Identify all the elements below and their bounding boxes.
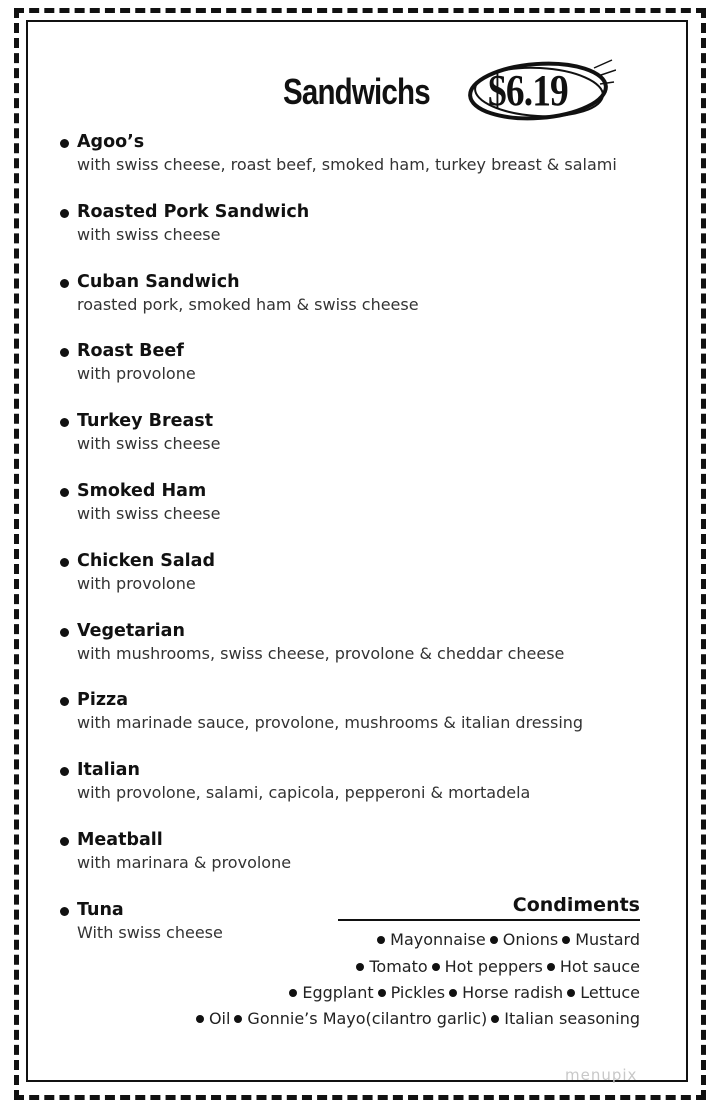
menu-item <box>60 551 640 621</box>
bullet-icon <box>60 279 69 288</box>
sandwich-list <box>60 132 640 970</box>
condiment-row <box>192 1009 640 1029</box>
item-description: with provolone <box>77 573 196 593</box>
item-description: with marinade sauce, provolone, mushrooms & italian dressing <box>77 713 584 733</box>
item-name: Roasted Pork Sandwich <box>77 201 310 222</box>
item-description: with marinara & provolone <box>77 852 292 872</box>
item-description: with provolone, salami, capicola, pepperoni & mortadela <box>77 783 531 803</box>
condiment-item <box>378 983 445 1003</box>
menu-item <box>60 132 640 202</box>
condiment-label: Italian seasoning <box>504 1009 640 1028</box>
item-name: Pizza <box>77 690 129 711</box>
bullet-icon <box>356 963 364 971</box>
condiment-row <box>352 957 640 977</box>
item-name: Tuna <box>77 899 124 920</box>
condiments-divider <box>338 919 640 921</box>
condiment-label: Mustard <box>575 930 640 949</box>
bullet-icon <box>60 418 69 427</box>
menu-item <box>60 202 640 272</box>
condiment-item <box>490 930 558 950</box>
condiment-item <box>432 957 543 977</box>
bullet-icon <box>377 936 385 944</box>
item-description: with swiss cheese <box>77 503 221 523</box>
item-name: Agoo’s <box>77 132 145 152</box>
condiment-label: Oil <box>208 1009 231 1028</box>
condiment-item <box>491 1009 640 1029</box>
condiment-row <box>373 930 640 950</box>
bullet-icon <box>60 209 69 218</box>
bullet-icon <box>60 837 69 846</box>
condiment-label: Horse radish <box>462 983 564 1002</box>
bullet-icon <box>234 1015 242 1023</box>
condiment-item <box>234 1009 487 1029</box>
bullet-icon <box>60 558 69 567</box>
menu-item <box>60 621 640 691</box>
bullet-icon <box>562 936 570 944</box>
item-description: with swiss cheese, roast beef, smoked ham, turkey breast & salami <box>77 155 617 174</box>
bullet-icon <box>547 963 555 971</box>
bullet-icon <box>60 907 69 916</box>
condiment-item <box>449 983 563 1003</box>
bullet-icon <box>567 989 575 997</box>
condiment-item <box>547 957 640 977</box>
bullet-icon <box>60 488 69 497</box>
item-name: Turkey Breast <box>77 411 214 432</box>
bullet-icon <box>60 697 69 706</box>
condiment-item <box>377 930 486 950</box>
bullet-icon <box>449 989 457 997</box>
section-title: Sandwichs <box>283 71 430 112</box>
item-description: with swiss cheese <box>77 224 221 244</box>
condiment-label: Tomato <box>369 957 428 976</box>
bullet-icon <box>60 348 69 357</box>
condiment-item <box>356 957 427 977</box>
item-description: with swiss cheese <box>77 434 221 454</box>
menu-item <box>60 690 640 760</box>
bullet-icon <box>60 628 69 637</box>
bullet-icon <box>60 767 69 776</box>
item-name: Italian <box>77 760 140 781</box>
condiment-item <box>562 930 640 950</box>
condiment-label: Gonnie’s Mayo(cilantro garlic) <box>247 1009 488 1028</box>
item-name: Vegetarian <box>77 620 185 641</box>
bullet-icon <box>378 989 386 997</box>
item-name: Roast Beef <box>77 341 184 362</box>
bullet-icon <box>490 936 498 944</box>
condiment-label: Hot peppers <box>444 957 543 976</box>
bullet-icon <box>60 139 69 148</box>
condiment-label: Eggplant <box>302 983 374 1002</box>
menu-item <box>60 481 640 551</box>
bullet-icon <box>491 1015 499 1023</box>
item-name: Cuban Sandwich <box>77 271 240 292</box>
item-description: with mushrooms, swiss cheese, provolone & cheddar cheese <box>77 643 565 663</box>
item-name: Smoked Ham <box>77 480 207 501</box>
condiment-label: Pickles <box>390 983 446 1002</box>
condiment-item <box>567 983 640 1003</box>
menu-item <box>60 760 640 830</box>
condiment-label: Onions <box>502 930 559 949</box>
condiment-item <box>196 1009 230 1029</box>
item-description: roasted pork, smoked ham & swiss cheese <box>77 294 419 314</box>
menu-item <box>60 341 640 411</box>
watermark-text: menupix <box>565 1066 638 1084</box>
condiments-title: Condiments <box>512 894 640 916</box>
bullet-icon <box>196 1015 204 1023</box>
condiment-label: Hot sauce <box>559 957 640 976</box>
price-badge <box>466 58 616 124</box>
menu-item <box>60 272 640 342</box>
condiment-label: Mayonnaise <box>390 930 486 949</box>
item-description: with provolone <box>77 364 196 384</box>
price-value: $6.19 <box>488 66 568 115</box>
condiment-row <box>285 983 640 1003</box>
condiment-item <box>289 983 373 1003</box>
item-name: Meatball <box>77 829 163 850</box>
bullet-icon <box>289 989 297 997</box>
menu-item <box>60 411 640 481</box>
menu-item <box>60 830 640 900</box>
item-name: Chicken Salad <box>77 550 216 571</box>
condiment-label: Lettuce <box>580 983 640 1002</box>
item-description: With swiss cheese <box>77 922 223 942</box>
bullet-icon <box>432 963 440 971</box>
